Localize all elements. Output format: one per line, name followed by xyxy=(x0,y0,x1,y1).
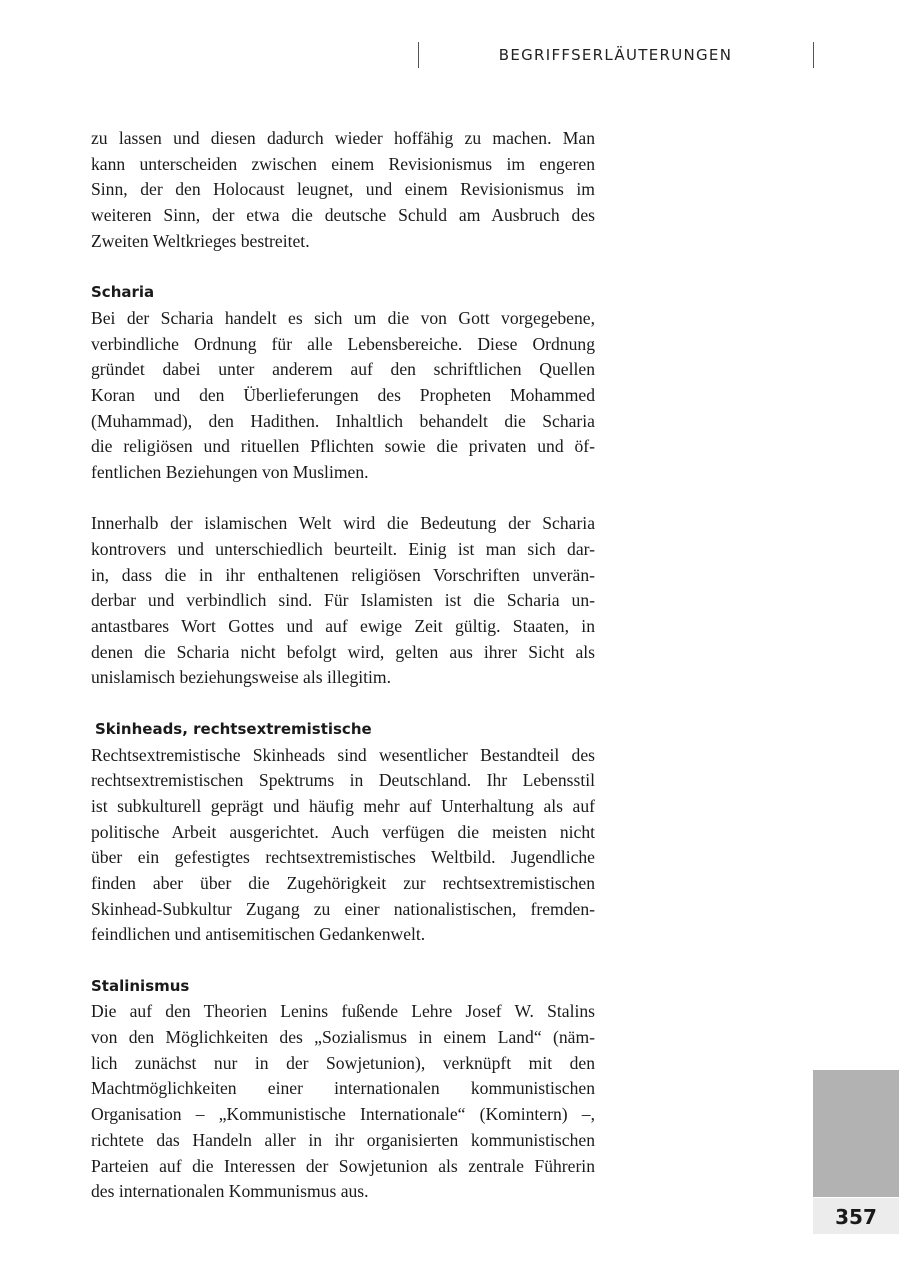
text-line: politische Arbeit ausgerichtet. Auch verfügen die meisten nicht xyxy=(91,821,595,842)
text-line: Bei der Scharia handelt es sich um die von Gott vorgegebene, xyxy=(91,307,595,328)
text-line: finden aber über die Zugehörigkeit zur rechtsextremistischen xyxy=(91,872,595,893)
text-line: derbar und verbindlich sind. Für Islamisten ist die Scharia un- xyxy=(91,590,595,611)
text-line: Die auf den Theorien Lenins fußende Lehre Josef W. Stalins xyxy=(91,1001,595,1022)
text-line: weiteren Sinn, der etwa die deutsche Schuld am Ausbruch des xyxy=(91,205,595,226)
text-line: lich zunächst nur in der Sowjetunion), verknüpft mit den xyxy=(91,1052,595,1073)
text-line: Machtmöglichkeiten einer internationalen kommunistischen xyxy=(91,1078,595,1099)
text-line: in, dass die in ihr enthaltenen religiösen Vorschriften unverän- xyxy=(91,564,595,585)
text-line: zu lassen und diesen dadurch wieder hoffähig zu machen. Man xyxy=(91,128,595,148)
text-line: Organisation – „Kommunistische Internationale“ (Komintern) –, xyxy=(91,1104,595,1125)
text-line: (Muhammad), den Hadithen. Inhaltlich behandelt die Scharia xyxy=(91,410,595,431)
entry-term-stalinismus: Stalinismus xyxy=(91,976,190,995)
text-line: richtete das Handeln aller in ihr organisierten kommunistischen xyxy=(91,1129,595,1150)
text-line: verbindliche Ordnung für alle Lebensbereiche. Diese Ordnung xyxy=(91,333,595,354)
text-line: kann unterscheiden zwischen einem Revisionismus im engeren xyxy=(91,153,595,174)
text-line: rechtsextremistischen Spektrums in Deutschland. Ihr Lebensstil xyxy=(91,770,595,791)
running-title: BEGRIFFSERLÄUTERUNGEN xyxy=(498,46,733,64)
entry-term-skinheads: Skinheads, rechtsextremistische xyxy=(95,719,372,738)
header-rule-right xyxy=(813,42,814,68)
entry-term-scharia: Scharia xyxy=(91,283,155,302)
text-line: über ein gefestigtes rechtsextremistisches Weltbild. Jugendliche xyxy=(91,847,595,868)
text-line: Sinn, der den Holocaust leugnet, und einem Revisionismus im xyxy=(91,179,595,200)
entry-paragraph xyxy=(91,306,595,486)
entry-paragraph xyxy=(91,743,595,949)
continuation-paragraph xyxy=(91,126,595,254)
text-column xyxy=(91,126,595,1205)
entry-paragraph xyxy=(91,999,595,1205)
text-line: denen die Scharia nicht befolgt wird, gelten aus ihrer Sicht als xyxy=(91,641,595,662)
text-line: Innerhalb der islamischen Welt wird die Bedeutung der Scharia xyxy=(91,513,595,534)
chapter-thumb-tab xyxy=(813,1070,899,1197)
text-line: antastbares Wort Gottes und auf ewige Zeit gültig. Staaten, in xyxy=(91,616,595,637)
text-line: Parteien auf die Interessen der Sowjetunion als zentrale Führerin xyxy=(91,1155,595,1176)
text-line: Rechtsextremistische Skinheads sind wesentlicher Bestandteil des xyxy=(91,744,595,765)
text-line: kontrovers und unterschiedlich beurteilt. Einig ist man sich dar- xyxy=(91,539,595,559)
text-line: Koran und den Überlieferungen des Propheten Mohammed xyxy=(91,384,595,405)
text-line: die religiösen und rituellen Pflichten sowie die privaten und öf- xyxy=(91,436,595,457)
text-line: unislamisch beziehungsweise als illegitim. xyxy=(91,667,392,688)
text-line: gründet dabei unter anderem auf den schriftlichen Quellen xyxy=(91,359,595,380)
text-line: ist subkulturell geprägt und häufig mehr auf Unterhaltung als auf xyxy=(91,795,595,816)
text-line: fentlichen Beziehungen von Muslimen. xyxy=(91,461,369,482)
page-number: 357 xyxy=(813,1198,899,1234)
text-line: Skinhead-Subkultur Zugang zu einer nationalistischen, fremden- xyxy=(91,898,595,919)
text-line: feindlichen und antisemitischen Gedankenwelt. xyxy=(91,924,426,945)
text-line: des internationalen Kommunismus aus. xyxy=(91,1181,369,1202)
entry-paragraph xyxy=(91,511,595,691)
text-line: von den Möglichkeiten des „Sozialismus in einem Land“ (näm- xyxy=(91,1027,595,1048)
text-line: Zweiten Weltkrieges bestreitet. xyxy=(91,230,310,251)
